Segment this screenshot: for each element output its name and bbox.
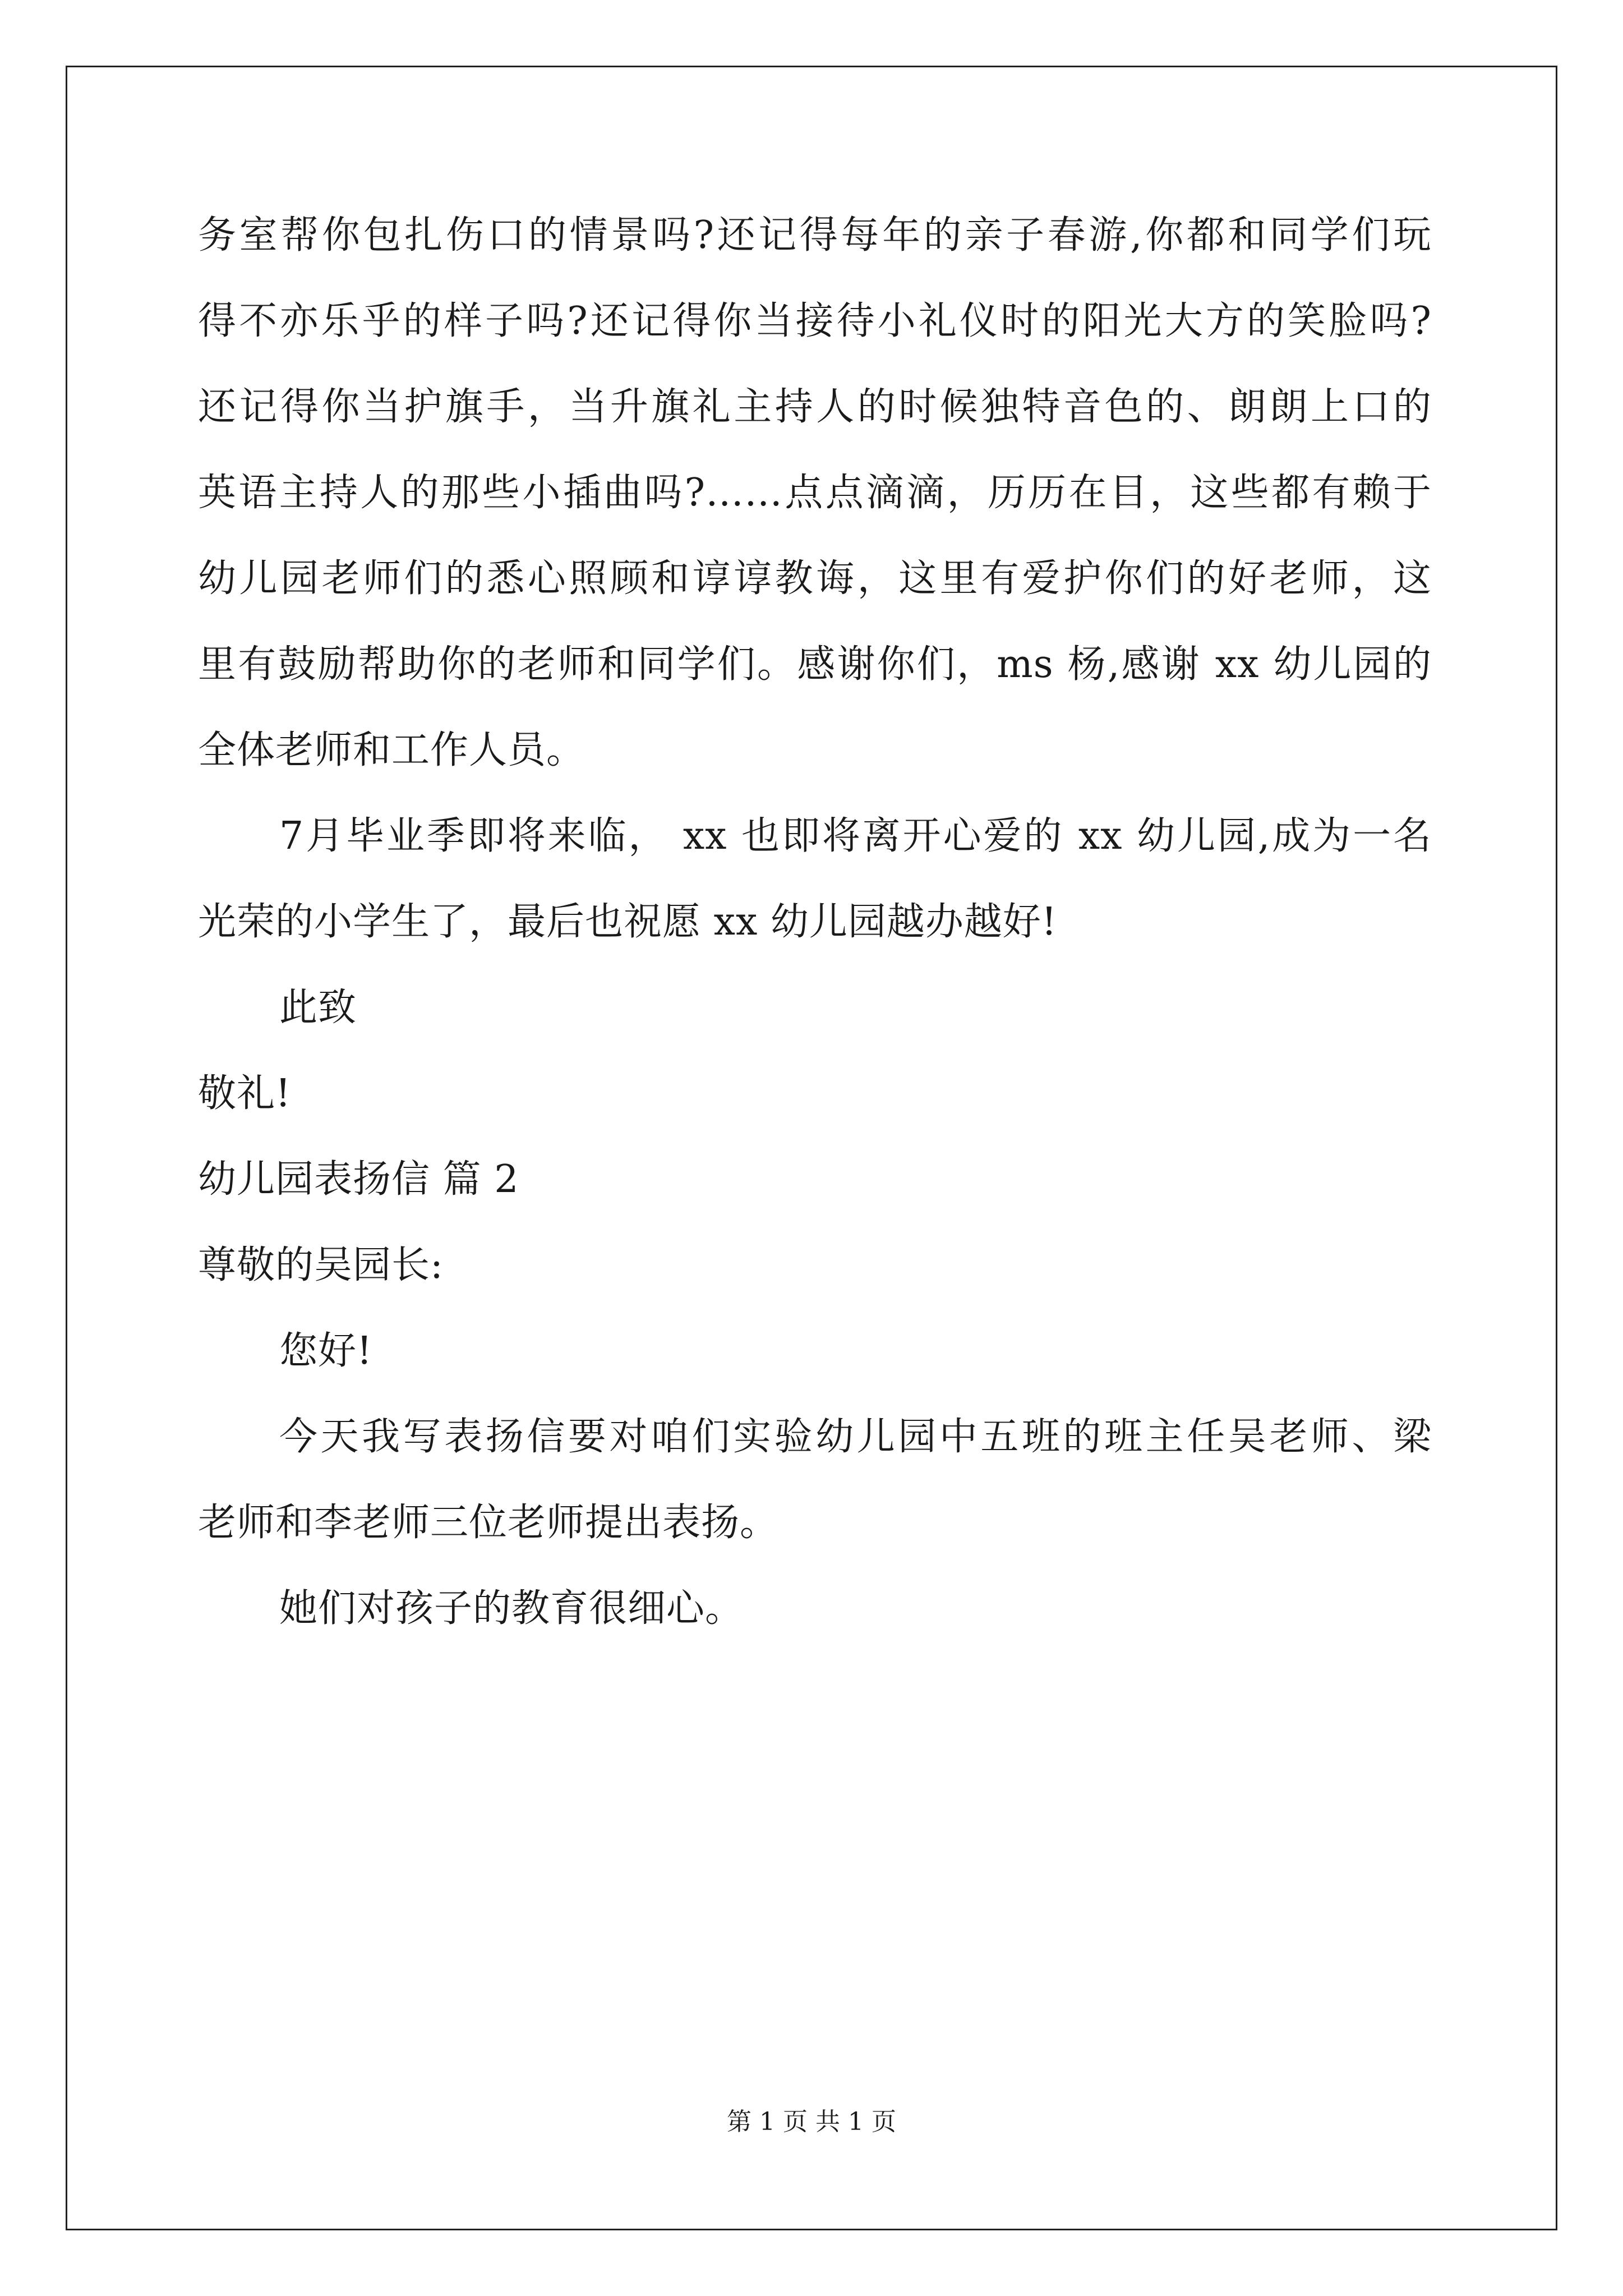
- letter-greeting: 尊敬的吴园长:: [198, 1243, 444, 1287]
- text-line-5: 幼儿园老师们的悉心照顾和谆谆教诲，这里有爱护你们的好老师，这: [198, 556, 1432, 601]
- text-line-1: 务室帮你包扎伤口的情景吗?还记得每年的亲子春游,你都和同学们玩: [198, 213, 1432, 257]
- hello-line: 您好!: [279, 1329, 373, 1373]
- text-line-6: 里有鼓励帮助你的老师和同学们。感谢你们，ms 杨,感谢 xx 幼儿园的: [198, 642, 1432, 687]
- text-line-4: 英语主持人的那些小插曲吗?……点点滴滴，历历在目，这些都有赖于: [198, 471, 1432, 515]
- text-line-2: 得不亦乐乎的样子吗?还记得你当接待小礼仪时的阳光大方的笑脸吗?: [198, 299, 1432, 343]
- text-line-16: 老师和李老师三位老师提出表扬。: [198, 1501, 779, 1545]
- closing-regards: 敬礼!: [198, 1071, 292, 1116]
- section-heading: 幼儿园表扬信 篇 2: [198, 1157, 519, 1202]
- text-line-8: 7月毕业季即将来临， xx 也即将离开心爱的 xx 幼儿园,成为一名: [279, 814, 1432, 858]
- text-line-17: 她们对孩子的教育很细心。: [279, 1586, 744, 1631]
- text-line-7: 全体老师和工作人员。: [198, 728, 585, 772]
- text-line-15: 今天我写表扬信要对咱们实验幼儿园中五班的班主任吴老师、梁: [279, 1415, 1432, 1459]
- closing-salutation: 此致: [279, 986, 357, 1030]
- text-line-9: 光荣的小学生了，最后也祝愿 xx 幼儿园越办越好!: [198, 900, 1058, 944]
- text-line-3: 还记得你当护旗手，当升旗礼主持人的时候独特音色的、朗朗上口的: [198, 385, 1432, 429]
- page-footer: 第 1 页 共 1 页: [727, 2108, 896, 2136]
